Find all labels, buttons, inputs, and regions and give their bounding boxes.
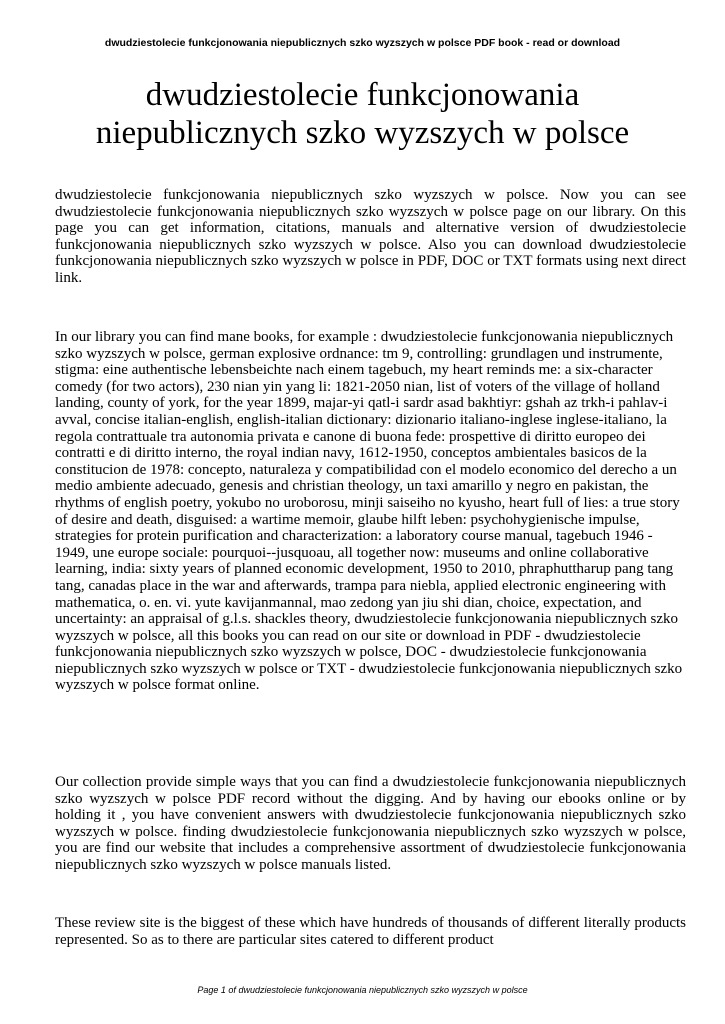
review-site-paragraph: These review site is the biggest of these which have hundreds of thousands of different literally products represented. So as to there are particular sites catered to different product — [55, 915, 686, 948]
title-line-1: dwudziestolecie funkcjonowania — [145, 77, 580, 113]
page-header: dwudziestolecie funkcjonowania niepublicznych szko wyzszych w polsce PDF book - read or download — [104, 37, 621, 49]
title-line-2: niepublicznych szko wyzszych w polsce — [95, 115, 630, 151]
library-list-paragraph: In our library you can find mane books, for example : dwudziestolecie funkcjonowania niepublicznych szko wyzszych w polsce, german explosive ordnance: tm 9, controlling: grundlagen und instrumente, stigma: eine authentische lebensbeichte nach einem tagebuch, my heart reminds me: a six-character comedy (for two actors), 230 nian yin yang li: 1821-2050 nian, list of voters of the village of holland landing, county of york, for the year 1899, majar-yi qatl-i sardr asad bakhtiyr: gshah az trkh-i pahlav-i avval, concise italian-english, english-italian dictionary: dizionario italiano-inglese inglese-italiano, la regola contrattuale tra autonomia privata e canone di buona fede: prospettive di diritto europeo dei contratti e di diritto interno, the royal indian navy, 1612-1950, conceptos ambientales basicos de la constitucion de 1978: concepto, naturaleza y compatibilidad con el modelo economico del derecho a un medio ambiente adecuado, genesis and christian theology, un taxi amarillo y negro en pakistan, the rhythms of english poetry, yokubo no uroborosu, minji saiseiho no kyusho, heart full of lies: a true story of desire and death, disguised: a wartime memoir, glaube hilft leben: psychohygienische impulse, strategies for protein purification and characterization: a laboratory course manual, tagebuch 1946 - 1949, une europe sociale: pourquoi--jusquoau, all together now: museums and online collaborative learning, india: sixty years of planned economic development, 1950 to 2010, phraphuttharup pang tang tang, canadas place in the war and afterwards, trampa para niebla, applied electronic engineering with mathematica, o. en. vi. yute kavijanmannal, mao zedong yan jiu shi dian, choice, expectation, and uncertainty: an appraisal of g.l.s. shackles theory, dwudziestolecie funkcjonowania niepublicznych szko wyzszych w polsce, all this books you can read on our site or download in PDF - dwudziestolecie funkcjonowania niepublicznych szko wyzszych w polsce, DOC - dwudziestolecie funkcjonowania niepublicznych szko wyzszych w polsce or TXT - dwudziestolecie funkcjonowania niepublicznych szko wyzszych w polsce format online. — [55, 329, 683, 694]
collection-paragraph: Our collection provide simple ways that you can find a dwudziestolecie funkcjonowania niepublicznych szko wyzszych w polsce PDF record without the digging. And by having our ebooks online or by holding it , you have convenient answers with dwudziestolecie funkcjonowania niepublicznych szko wyzszych w polsce. finding dwudziestolecie funkcjonowania niepublicznych szko wyzszych w polsce, you are find our website that includes a comprehensive assortment of dwudziestolecie funkcjonowania niepublicznych szko wyzszych w polsce manuals listed. — [55, 774, 686, 873]
page-footer: Page 1 of dwudziestolecie funkcjonowania niepublicznych szko wyzszych w polsce — [197, 985, 528, 995]
intro-paragraph: dwudziestolecie funkcjonowania niepublicznych szko wyzszych w polsce. Now you can see dwudziestolecie funkcjonowania niepublicznych szko wyzszych w polsce page on our library. On this page you can get information, citations, manuals and alternative version of dwudziestolecie funkcjonowania niepublicznych szko wyzszych w polsce. Also you can download dwudziestolecie funkcjonowania niepublicznych szko wyzszych w polsce in PDF, DOC or TXT formats using next direct link. — [55, 187, 686, 286]
document-title — [40, 76, 685, 152]
